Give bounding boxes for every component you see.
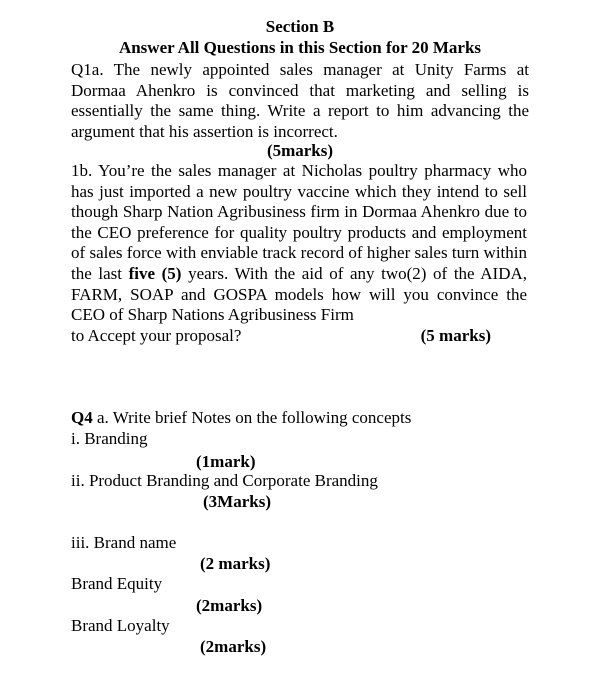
question-4-label: Q4 [71, 408, 93, 427]
question-1b-text [71, 161, 527, 326]
question-1b-last-line [71, 326, 491, 347]
q4-item-brand-loyalty-marks: (2marks) [200, 637, 267, 656]
q4-item-branding-marks: (1mark) [196, 452, 256, 471]
section-title: Section B [265, 17, 335, 36]
question-4-intro: a. Write brief Notes on the following concepts [92, 408, 412, 427]
section-instruction: Answer All Questions in this Section for 20 Marks [118, 38, 482, 57]
question-1b-marks: (5 marks) [420, 326, 491, 345]
q4-item-brand-equity-marks: (2marks) [196, 596, 263, 615]
q4-item-product-corporate-branding: ii. Product Branding and Corporate Branding [71, 471, 378, 490]
question-1b-last-line-text: to Accept your proposal? [71, 326, 242, 345]
question-4-heading [71, 408, 411, 429]
q4-item-brand-name-marks: (2 marks) [200, 554, 271, 573]
question-1b-part1: 1b. You’re the sales manager at Nicholas poultry pharmacy who has just imported a new poultry vaccine which they intend to sell though Sharp Nation Agribusiness firm in Dormaa Ahenkro due to the CEO preference for quality poultry products and employment of sales force with enviable track record of higher sales turn within the last [71, 161, 527, 283]
q4-item-brand-name: iii. Brand name [71, 533, 177, 552]
q4-item-brand-equity: Brand Equity [71, 574, 163, 593]
q4-item-product-corporate-branding-marks: (3Marks) [203, 492, 271, 511]
question-1a-text: Q1a. The newly appointed sales manager at Unity Farms at Dormaa Ahenkro is convinced that marketing and selling is essentially the same thing. Write a report to him advancing the argument that his assertion is incorrect. [71, 60, 529, 141]
question-1b-part2: years. With the aid of any two(2) of the AIDA, FARM, SOAP and GOSPA models how will you convince the CEO of Sharp Nations Agribusiness Firm [71, 263, 527, 325]
q4-item-brand-loyalty: Brand Loyalty [71, 616, 170, 635]
q4-item-branding: i. Branding [71, 429, 148, 448]
question-1a-marks: (5marks) [266, 141, 334, 160]
question-1b-bold-five: five (5) [128, 263, 182, 283]
